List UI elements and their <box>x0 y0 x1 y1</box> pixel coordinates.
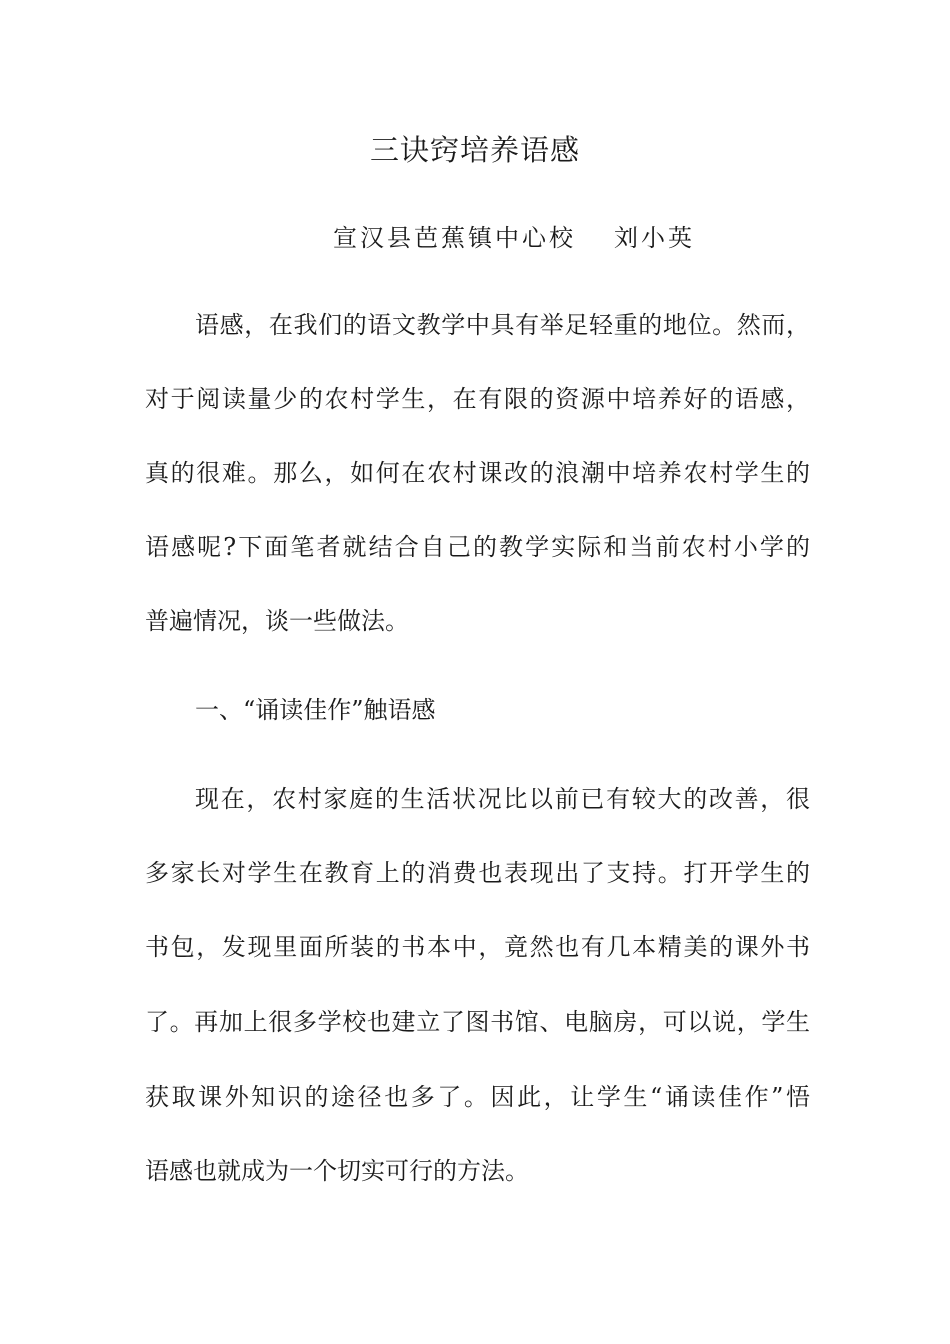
paragraph-1-line-5: 普遍情况，谈一些做法。 <box>145 607 409 635</box>
paragraph-1-line-3: 真的很难。那么，如何在农村课改的浪潮中培养农村学生的 <box>145 459 810 487</box>
paragraph-1-line-4: 语感呢?下面笔者就结合自己的教学实际和当前农村小学的 <box>145 533 810 561</box>
byline-school: 宣汉县芭蕉镇中心校 <box>333 224 576 252</box>
paragraph-2-line-5: 获取课外知识的途径也多了。因此，让学生“诵读佳作”悟 <box>145 1083 810 1111</box>
paragraph-2-line-1: 现在，农村家庭的生活状况比以前已有较大的改善，很 <box>195 785 810 813</box>
paragraph-2-line-3: 书包，发现里面所装的书本中，竟然也有几本精美的课外书 <box>145 933 810 961</box>
section-heading: 一、“诵读佳作”触语感 <box>195 696 436 724</box>
paragraph-2-line-2: 多家长对学生在教育上的消费也表现出了支持。打开学生的 <box>145 859 810 887</box>
paragraph-1-line-2: 对于阅读量少的农村学生，在有限的资源中培养好的语感， <box>145 385 810 413</box>
document-title: 三诀窍培养语感 <box>369 133 580 167</box>
paragraph-1-line-1: 语感，在我们的语文教学中具有举足轻重的地位。然而， <box>195 311 810 339</box>
paragraph-2-line-4: 了。再加上很多学校也建立了图书馆、电脑房，可以说，学生 <box>145 1008 810 1036</box>
paragraph-2-line-6: 语感也就成为一个切实可行的方法。 <box>145 1157 529 1185</box>
byline-author: 刘小英 <box>614 224 695 252</box>
byline <box>333 218 695 253</box>
